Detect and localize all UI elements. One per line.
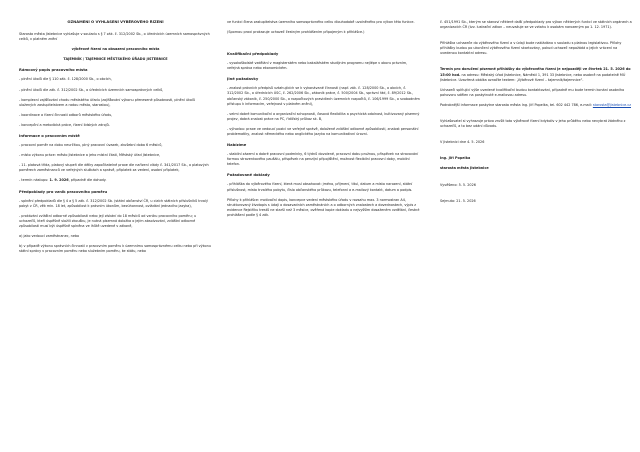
column-3 xyxy=(440,20,632,448)
start-date-label: - termín nástupu: xyxy=(19,178,50,183)
heading-other-requirements: Jiné požadavky xyxy=(227,77,259,82)
list-item: Přílohy k přihlášce: motivační dopis, koncepce vedení městského úřadu v rozsahu max. 3 normostran A4, strukturovaný životopis s údaji o dosavadních zaměstnáních a o odborných znalostech a dovednostech, výpis z evidence Rejstříku trestů ne starší než 3 měsíce, ověřená kopie dokladu o nejvyšším dosaženém vzdělání, čestné prohlášení podle § 4 zák. xyxy=(227,197,420,217)
offer-text: - stabilní zázemí a dobré pracovní podmínky, 6 týdnů dovolené, pracovní dobu pružnou, příspěvek na stravování formou stravenkového paušálu, příspěvek na penzijní připojištění, možnost flexibilní pracovní doby, mobilní telefon. xyxy=(227,152,419,167)
start-date-suffix: , případně dle dohody. xyxy=(68,178,107,183)
reservation-paragraph: Vyhlašovatel si vyhrazuje právo zrušit toto výběrové řízení kdykoliv v jeho průběhu nebo nevybrat žádného z uchazečů, a to bez udání důvodu. xyxy=(440,119,626,129)
contact-paragraph xyxy=(440,103,632,108)
list-item: - komplexní zajišťování chodu městského úřadu (zajišťování výkonu přenesené působnosti, plnění úkolů uložených zastupitelstvem a radou města, starostou), xyxy=(19,97,196,107)
signer-name: Ing. Jiří Popelka xyxy=(440,156,471,161)
practice-note: (Spornou praxi prokazuje uchazeč čestným prohlášením připojeným k přihlášce.) xyxy=(227,30,365,35)
list-item: b) v případě výkonu správních činností v pracovním poměru k územnímu samosprávnému celku nebo při výkonu státní správy v pracovním poměru nebo služebním poměru, ke státu, nebo xyxy=(19,244,211,254)
qualification-text: - vysokoškolské vzdělání v magisterském nebo bakalářském studijním programu nejlépe v oboru právním, veřejná správa nebo ekonomickém. xyxy=(227,61,408,71)
list-item: - přihláška do výběrového řízení, která musí obsahovat: jméno, příjmení, titul, datum a místo narození, státní příslušnost, místo trvalého pobytu, číslo občanského průkazu, telefonní a e-mailový kontakt, datum a podpis. xyxy=(227,182,413,192)
posted-date: Vyvěšeno: 5. 5. 2026 xyxy=(440,182,476,187)
list-item: - prokázání zvláštní odborné způsobilosti nebo její získání do 18 měsíců od vzniku pracovního poměru; u uchazečů, kteří úspěšně složili zkoušku, je nutná písemná doložka o jejím absolvování, zvláštní odborné způsobilosti musí být úspěšně splněna ve lhůtě uvedené v zákoně, xyxy=(19,213,196,228)
contact-text: Podrobnější informace poskytne starosta města Ing. Jiří Popelka, tel. 602 442 786, e-mail: xyxy=(440,102,593,107)
heading-prerequisites: Předpoklady pro vznik pracovního poměru xyxy=(19,189,108,194)
list-item: - plnění úkolů dle zák. č. 312/2002 Sb., o úřednících územních samosprávných celků, xyxy=(19,87,164,92)
data-handling-paragraph: Přihláška uchazeče do výběrového řízení a v údaji bude nakládáno v souladu s platnou legislativou. Přílohy přihlášky budou po ukončení výběrového řízení skartovány, pokud uchazeč nepožádá o jejich vrácení na uvedenou kontaktní adresu. xyxy=(440,41,622,56)
list-item: - pracovní poměr na dobu neurčitou, plný pracovní úvazek, zkušební doba 6 měsíců, xyxy=(19,143,163,148)
deadline-date: 21. 5. 2026 do 15:00 hod. xyxy=(440,67,631,77)
removed-date: Sejmuto: 21. 5. 2026 xyxy=(440,198,476,203)
deadline-text: na adresu: Městský úřad Jistebnice, Náměstí 1, 391 33 Jistebnice, nebo osobně na podatelně MÚ Jistebnice. Uzavřená obálka označte textem: „Výběrové řízení – tajemník/tajemnice“. xyxy=(440,72,626,82)
list-item: - výhodou: praxe ve vedoucí pozici ve veřejné správě, doložené zvláštní odborné způsobilosti, znalost personální problematiky, znalost německého nebo anglického jazyka na komunikativní úrovni. xyxy=(227,126,419,137)
deadline-label: Termín pro doručení písemné přihlášky do výběrového řízení je nejpozději ve čtvrtek xyxy=(440,67,604,72)
interview-paragraph: Uchazeči splňující výše uvedené kvalifikační budou kontaktováni, případně mu bude termín konání osobního pohovoru sdělen na poskytnuté e-mailovou adresu. xyxy=(440,87,625,97)
list-item: - splnění předpokladů dle § 4 a § 5 zák. č. 312/2002 Sb. (státní občanství ČR, u cizích státních příslušníků trvalý pobyt v ČR, věk min. 18 let, způsobilost k právním úkonům, bezúhonnost, ovládání jednacího jazyka), xyxy=(19,198,208,208)
announcement-line: výběrové řízení na obsazení pracovního místa xyxy=(71,47,160,52)
list-item: - koordinace a řízení činnosti odborů městského úřadu, xyxy=(19,112,113,117)
intro-paragraph: Starosta města Jistebnice vyhlašuje v souladu s § 7 zák. č. 312/2002 Sb., o úřednících územních samosprávných celků, v platném znění xyxy=(19,32,210,42)
start-date: 1. 9. 2026 xyxy=(49,178,69,183)
continuation-paragraph: ve funkci člena zastupitelstva územního samosprávného celku dlouhodobě uvolněného pro výkon této funkce. xyxy=(227,20,415,24)
column-1 xyxy=(19,20,212,448)
heading-position-info: Informace o pracovním místě xyxy=(19,134,80,139)
list-item: - místo výkonu práce: město Jistebnice a jeho místní části, Městský úřad Jistebnice, xyxy=(19,153,161,158)
signer-title: starosta města Jistebnice xyxy=(440,166,489,171)
position-title: TAJEMNÍK / TAJEMNICE MĚSTSKÉHO ÚŘADU JISTEBNICE xyxy=(63,57,168,62)
heading-we-offer: Nabízíme xyxy=(227,143,247,148)
lustration-paragraph: č. 451/1991 Sb., kterým se stanoví některé další předpoklady pro výkon některých funkcí ve státních orgánech a organizacích ČR (tzv. lustrační zákon – neuvažuje se ve vztahu k osobám narozeným po 1. 12. 1971). xyxy=(440,20,632,30)
column-2 xyxy=(227,20,420,448)
list-item: - velmi dobré komunikační a organizační schopnosti, časová flexibilita a psychická odolnost, kultivovaný písemný projev, dobrá znalost práce na PC, řidičský průkaz sk. B, xyxy=(227,111,420,121)
list-item: - znalost právních předpisů vztahujících se k vykonávané činnosti (např. zák. č. 128/2000 Sb., o obcích, č. 312/2002 Sb., o úřednících ÚSC, č. 262/2006 Sb., zákoník práce, č. 500/2004 Sb., správní řád, č. 89/2012 Sb., občanský zákoník, č. 250/2000 Sb., o rozpočtových pravidlech územních rozpočtů, č. 106/1999 Sb., o svobodném přístupu k informacím, veřejnost v platném znění), xyxy=(227,86,420,106)
list-item: a) jako vedoucí zaměstnanec, nebo xyxy=(19,233,80,238)
contact-email-link[interactable]: starosta@jistebnice.cz xyxy=(592,102,631,107)
heading-qualifications: Kvalifikační předpoklady xyxy=(227,52,279,57)
document-title: OZNÁMENÍ O VYHLÁŠENÍ VÝBĚROVÉHO ŘÍZENÍ xyxy=(67,20,164,24)
heading-required-documents: Požadované doklady xyxy=(227,173,270,178)
list-item: - 11. platová třída, platový stupeň dle délky započitatelné praxe dle nařízení vlády č. 341/2017 Sb., o platových poměrech zaměstnanců ve veřejných službách a správě, příplatek za vedení, osobní příplatek, xyxy=(19,163,209,173)
list-item: - plnění úkolů dle § 110 zák. č. 128/2000 Sb., o obcích, xyxy=(19,77,112,82)
list-item: - koncepční a metodická práce, řízení lidských zdrojů. xyxy=(19,122,110,127)
deadline-paragraph xyxy=(440,67,632,82)
place-date: V Jistebnici dne 4. 5. 2026 xyxy=(440,140,485,145)
heading-job-description: Rámcový popis pracovního místa xyxy=(19,68,88,73)
start-date-line xyxy=(19,178,212,183)
